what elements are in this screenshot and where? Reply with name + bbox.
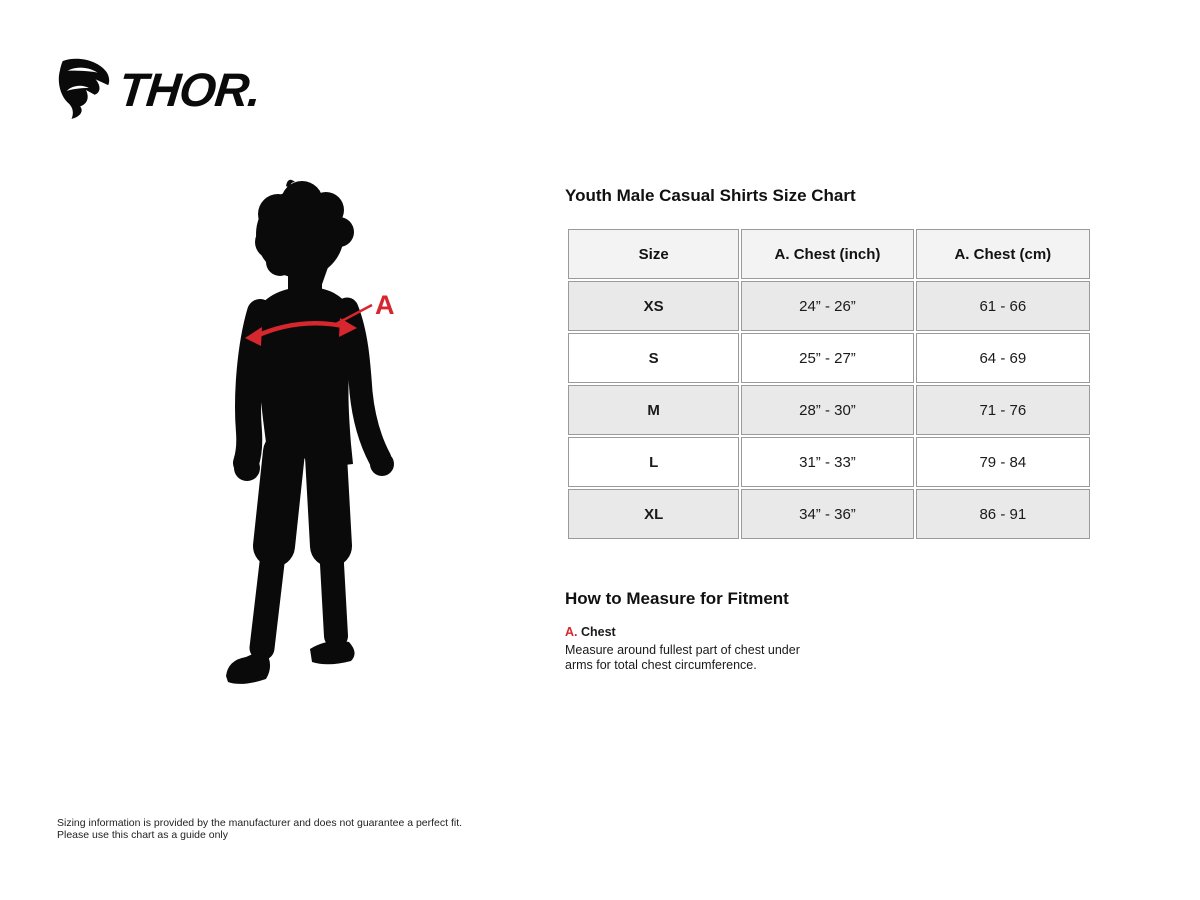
measurement-figure <box>200 170 460 710</box>
thor-logo <box>57 58 264 120</box>
col-header-size: Size <box>568 229 739 279</box>
measurement-cell: 24” - 26” <box>741 281 913 331</box>
size-cell: L <box>568 437 739 487</box>
youth-silhouette <box>200 170 460 710</box>
thor-goat-icon <box>57 58 113 120</box>
measure-description <box>565 643 885 673</box>
measure-item-label: Chest <box>580 625 616 639</box>
disclaimer-line1: Sizing information is provided by the manufacturer and does not guarantee a perfect fit. <box>57 817 463 829</box>
size-cell: XL <box>568 489 739 539</box>
measure-guide-section <box>565 589 885 673</box>
measurement-cell: 25” - 27” <box>741 333 913 383</box>
table-row <box>568 489 1090 539</box>
col-header-chest-inch: A. Chest (inch) <box>741 229 913 279</box>
measure-description-line1: Measure around fullest part of chest under <box>565 643 800 657</box>
size-cell: XS <box>568 281 739 331</box>
size-table-body <box>568 281 1090 539</box>
measurement-cell: 79 - 84 <box>916 437 1090 487</box>
brand-wordmark: THOR. <box>116 62 264 116</box>
table-row <box>568 385 1090 435</box>
table-row <box>568 281 1090 331</box>
table-header-row <box>568 229 1090 279</box>
col-header-chest-cm: A. Chest (cm) <box>916 229 1090 279</box>
page-title: Youth Male Casual Shirts Size Chart <box>565 186 856 205</box>
size-table <box>566 227 1092 541</box>
measure-item-letter: A. <box>565 625 578 639</box>
measurement-cell: 64 - 69 <box>916 333 1090 383</box>
disclaimer-line2: Please use this chart as a guide only <box>57 829 229 842</box>
measurement-cell: 86 - 91 <box>916 489 1090 539</box>
size-cell: M <box>568 385 739 435</box>
chest-annotation-letter: A <box>375 290 395 320</box>
measurement-cell: 61 - 66 <box>916 281 1090 331</box>
disclaimer-footer <box>57 817 462 841</box>
table-row <box>568 333 1090 383</box>
measurement-cell: 34” - 36” <box>741 489 913 539</box>
measure-description-line2: arms for total chest circumference. <box>565 658 757 672</box>
size-cell: S <box>568 333 739 383</box>
table-row <box>568 437 1090 487</box>
measure-guide-heading: How to Measure for Fitment <box>565 589 789 608</box>
measurement-cell: 28” - 30” <box>741 385 913 435</box>
measure-item-chest <box>565 625 885 639</box>
measurement-cell: 31” - 33” <box>741 437 913 487</box>
measurement-cell: 71 - 76 <box>916 385 1090 435</box>
